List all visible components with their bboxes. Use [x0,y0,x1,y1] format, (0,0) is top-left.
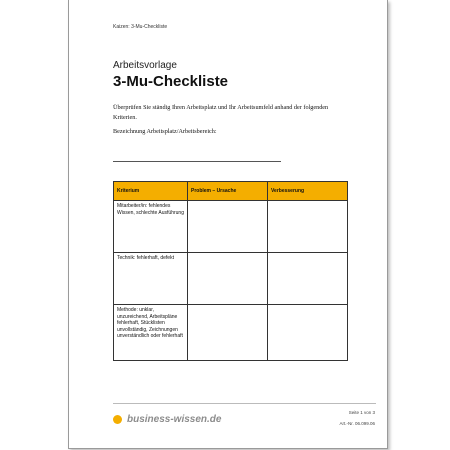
problem-cell[interactable] [188,253,268,305]
table-row [114,305,348,361]
criterion-cell: Mitarbeiter/in: fehlendes Wissen, schlechte Ausführung [114,201,188,253]
footer-divider [113,403,376,404]
table-row [114,201,348,253]
document-kicker: Arbeitsvorlage [113,60,177,71]
article-number: Art.-Nr. 06.099.06 [339,421,375,426]
intro-text: Überprüfen Sie ständig Ihren Arbeitsplatz und Ihr Arbeitsumfeld anhand der folgenden Kriterien. [113,104,329,121]
table-header-row [114,182,348,201]
workplace-fill-line [113,161,281,162]
running-header: Kaizen: 3-Mu-Checkliste [113,24,168,30]
page-number: Seite 1 von 3 [348,410,375,415]
column-header-problem: Problem – Ursache [188,182,268,201]
improvement-cell[interactable] [268,305,348,361]
brand-logo [113,414,221,425]
column-header-criterion: Kriterium [114,182,188,201]
logo-text: business-wissen.de [127,414,222,425]
improvement-cell[interactable] [268,201,348,253]
table-row [114,253,348,305]
document-page [68,0,388,449]
checklist-table [113,181,348,361]
document-title: 3-Mu-Checkliste [113,73,229,90]
problem-cell[interactable] [188,201,268,253]
criterion-cell: Methode: unklar, unzureichend, Arbeitspläne fehlerhaft, Stücklisten unvollständig, Zeichnungen unverständlich oder fehlerhaft [114,305,188,361]
column-header-improvement: Verbesserung [268,182,348,201]
workplace-label: Bezeichnung Arbeitsplatz/Arbeitsbereich: [113,128,217,135]
problem-cell[interactable] [188,305,268,361]
criterion-cell: Technik: fehlerhaft, defekt [114,253,188,305]
logo-dot-icon [113,415,122,424]
improvement-cell[interactable] [268,253,348,305]
